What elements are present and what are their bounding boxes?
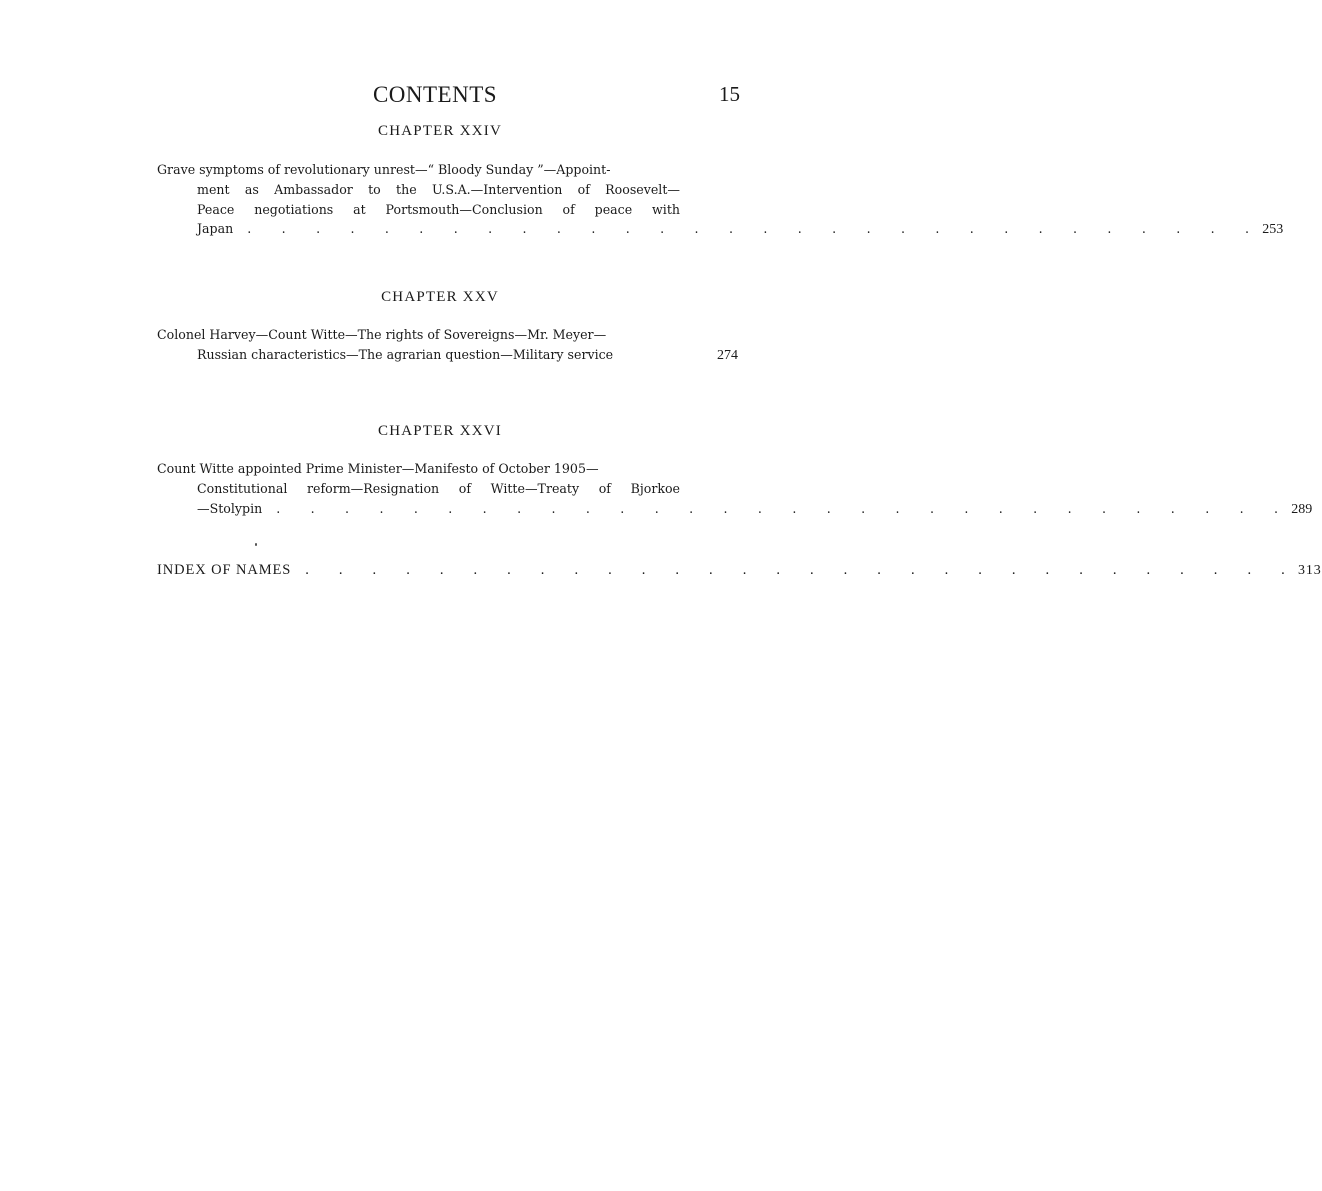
entry-page-number: 274 [717,347,738,363]
entry-page-number: 253 [1262,222,1284,238]
entry-line: ment as Ambassador to the U.S.A.—Intervention of Roosevelt— [197,181,680,197]
toc-entry-index[interactable] [157,562,1322,579]
entry-line-text: —Stolypin [197,500,263,516]
chapter-heading-xxvi: CHAPTER XXVI [378,423,502,439]
entry-line-text: Russian characteristics—The agrarian question—Military service [197,346,614,362]
entry-line-text: Japan [197,221,234,237]
index-label: INDEX OF NAMES [157,562,292,578]
entry-last-line [157,499,1313,519]
entry-page-number: 289 [1291,501,1313,517]
entry-line: Count Witte appointed Prime Minister—Manifesto of October 1905— [157,461,599,476]
entry-last-line [157,345,738,365]
page-number: 15 [719,82,740,106]
dot-leader: . . . . . . . . . . . . . . . . . . . . . . . . . . . . . . [305,562,1298,578]
toc-entry-chapter-xxvi[interactable] [157,459,1313,518]
print-speck [255,543,257,546]
chapter-heading-xxv: CHAPTER XXV [381,289,499,305]
page-title: CONTENTS [372,82,498,107]
toc-entry-chapter-xxv[interactable] [157,325,738,365]
entry-line: Colonel Harvey—Count Witte—The rights of Sovereigns—Mr. Meyer— [157,327,607,342]
running-head [0,82,840,112]
dot-leader: . . . . . . . . . . . . . . . . . . . . . . . . . . . . . . [247,221,1263,237]
dot-leader: . . . . . . . . . . . . . . . . . . . . . . . . . . . . . . [276,500,1292,516]
entry-line: Grave symptoms of revolutionary unrest—“ Bloody Sunday ”—Appoint- [157,162,611,177]
entry-line: Peace negotiations at Portsmouth—Conclusion of peace with [197,201,680,217]
toc-entry-chapter-xxiv[interactable] [157,160,1284,239]
index-page-number: 313 [1297,563,1322,578]
entry-last-line [157,219,1284,239]
entry-line: Constitutional reform—Resignation of Witte—Treaty of Bjorkoe [197,480,680,496]
chapter-heading-xxiv: CHAPTER XXIV [378,123,502,139]
